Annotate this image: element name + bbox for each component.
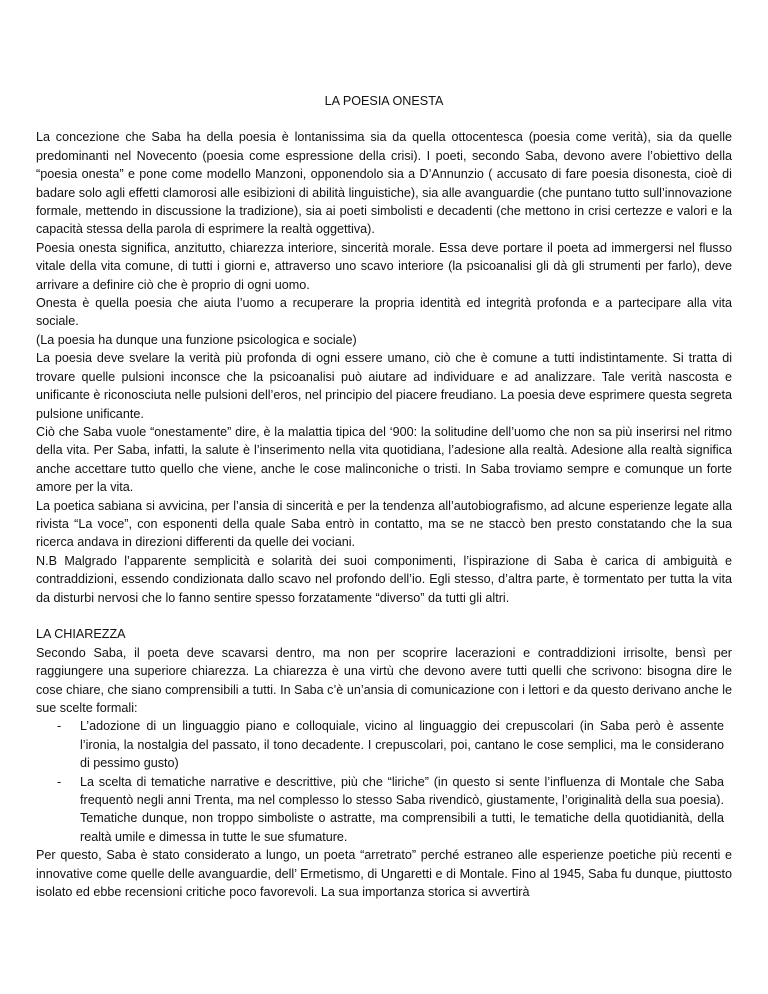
bullet-list [36,717,732,846]
paragraph: Secondo Saba, il poeta deve scavarsi dentro, ma non per scoprire lacerazioni e contraddizioni irrisolte, bensì per raggiungere una superiore chiarezza. La chiarezza è una virtù che devono avere tutti quelli che scrivono: bisogna dire le cose chiare, che siano comprensibili a tutti. In Saba c’è un’ansia di comunicazione con i lettori e da questo derivano anche le sue scelte formali: [36,645,732,715]
dash-bullet: - [57,719,62,734]
paragraph: La poesia deve svelare la verità più profonda di ogni essere umano, ciò che è comune a tutti indistintamente. Si tratta di trovare quelle pulsioni inconsce che la psicoanalisi può aiutare ad individuare e ad analizzare. Tale verità nascosta e unificante è riconosciuta nelle pulsioni dell’eros, nel principio del piacere freudiano. La poesia deve esprimere questa segreta pulsione unificante. [36,351,732,421]
paragraph: Ciò che Saba vuole “onestamente” dire, è la malattia tipica del ‘900: la solitudine dell’uomo che non sa più inserirsi nel ritmo della vita. Per Saba, infatti, la salute è l’inserimento nella vita quotidiana, l’adesione alla realtà. Adesione alla realtà significa anche accettare tutto quello che viene, anche le cose malinconiche o tristi. In Saba troviamo sempre e comunque un forte amore per la vita. [36,424,732,495]
section-chiarezza [36,625,732,901]
paragraph: Poesia onesta significa, anzitutto, chiarezza interiore, sincerità morale. Essa deve portare il poeta ad immergersi nel flusso vitale della vita comune, di tutti i giorni e, attraverso uno scavo interiore (la psicoanalisi gli dà gli strumenti per farlo), deve arrivare a definire ciò che è proprio di ogni uomo. [36,240,732,292]
paragraph: La poetica sabiana si avvicina, per l’ansia di sincerità e per la tendenza all’autobiografismo, ad alcune esperienze legate alla rivista “La voce”, con esponenti della quale Saba entrò in contatto, ma se ne staccò ben presto constatando che la sua ricerca andava in direzioni differenti da quelle dei vociani. [36,498,732,550]
paragraph: (La poesia ha dunque una funzione psicologica e sociale) [36,332,357,347]
section-heading: LA CHIAREZZA [36,627,126,642]
section-poesia-onesta [36,128,732,607]
paragraph: Per questo, Saba è stato considerato a lungo, un poeta “arretrato” perché estraneo alle esperienze poetiche più recenti e innovative come quelle delle avanguardie, dell’ Ermetismo, di Ungaretti e di Montale. Fino al 1945, Saba fu dunque, piuttosto isolato ed ebbe recensioni critiche poco favorevoli. La sua importanza storica si avvertirà [36,848,732,900]
paragraph: N.B Malgrado l’apparente semplicità e solarità dei suoi componimenti, l’ispirazione di Saba è carica di ambiguità e contraddizioni, essendo condizionata dallo scavo nel profondo dell’io. Egli stesso, d’altra parte, è tormentato per tutta la vita da disturbi nervosi che lo fanno sentire spesso forzatamente “diverso” da tutti gli altri. [36,553,732,605]
dash-bullet: - [57,774,62,789]
list-item-text: L’adozione di un linguaggio piano e colloquiale, vicino al linguaggio dei crepuscolari (in Saba però è assente l’ironia, la nostalgia del passato, il tono decadente. I crepuscolari, poi, cantano le cose semplici, ma le considerano di pessimo gusto) [80,719,724,771]
spacer [36,607,732,625]
document-title: LA POESIA ONESTA [324,94,444,108]
list-item [36,773,732,847]
paragraph: Onesta è quella poesia che aiuta l’uomo a recuperare la propria identità ed integrità profonda e a partecipare alla vita sociale. [36,296,732,329]
list-item [36,717,732,772]
list-item-text: La scelta di tematiche narrative e descrittive, più che “liriche” (in questo si sente l’influenza di Montale che Saba frequentò negli anni Trenta, ma nel complesso lo stesso Saba rivendicò, giustamente, l’originalità della sua poesia). Tematiche dunque, non troppo simboliste o astratte, ma comprensibili a tutti, le tematiche della quotidianità, della realtà umile e dimessa in tutte le sue sfumature. [80,774,724,844]
paragraph: La concezione che Saba ha della poesia è lontanissima sia da quella ottocentesca (poesia come verità), sia da quelle predominanti nel Novecento (poesia come espressione della crisi). I poeti, secondo Saba, devono avere l’obiettivo della “poesia onesta” e pone come modello Manzoni, opponendolo sia a D’Annunzio ( accusato di fare poesia disonesta, cioè di badare solo agli effetti clamorosi alle esibizioni di abilità linguistiche), sia alle avanguardie (che puntano tutto sull’innovazione formale, mettendo in discussione la tradizione), sia ai poeti simbolisti e decadenti (che mettono in crisi certezze e valori e la capacità stessa della parola di esprimere la realtà oggettiva). [36,130,732,237]
